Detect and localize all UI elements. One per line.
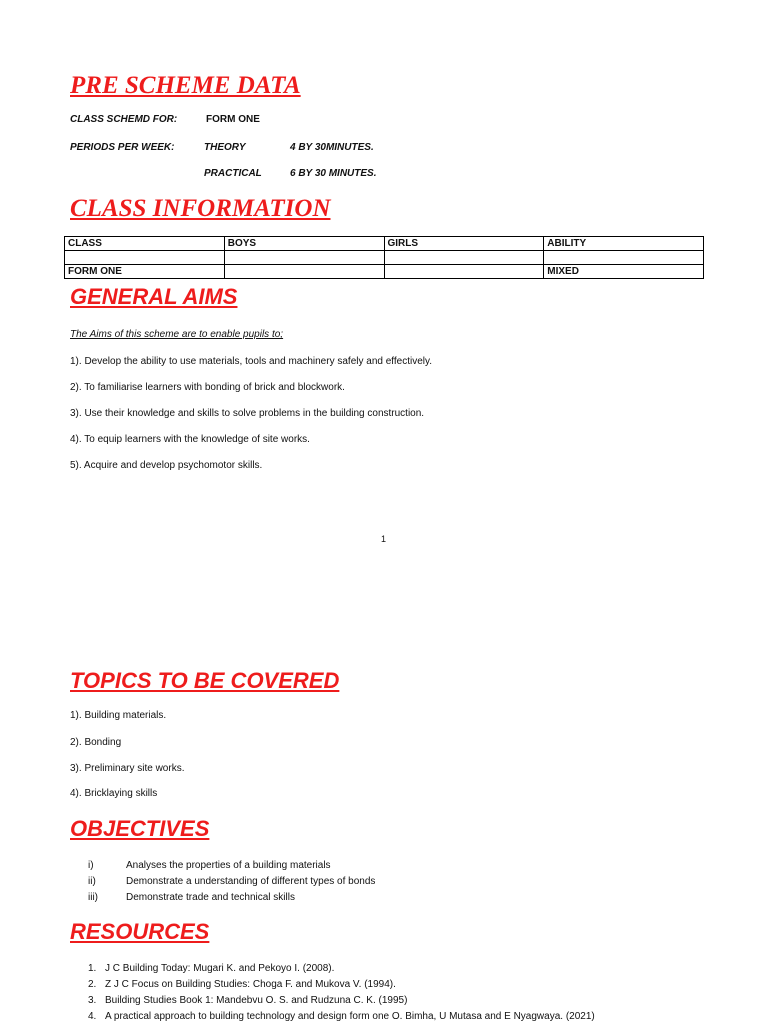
objective-marker: ii) bbox=[88, 876, 96, 887]
resource-item bbox=[88, 1011, 595, 1022]
table-cell bbox=[65, 251, 225, 265]
objective-marker: i) bbox=[88, 860, 94, 871]
objectives-heading: OBJECTIVES bbox=[70, 816, 210, 841]
aim-item: 1). Develop the ability to use materials, tools and machinery safely and effectively. bbox=[70, 356, 433, 367]
general-aims-heading: GENERAL AIMS bbox=[70, 284, 238, 309]
objective-item bbox=[88, 892, 295, 903]
practical-value: 6 BY 30 MINUTES. bbox=[290, 168, 377, 179]
table-row bbox=[65, 265, 704, 279]
resource-text: J C Building Today: Mugari K. and Pekoyo I. (2008). bbox=[105, 963, 335, 974]
class-scheme-label: CLASS SCHEMD FOR: bbox=[70, 114, 178, 125]
objective-text: Demonstrate trade and technical skills bbox=[126, 892, 295, 903]
topic-item: 3). Preliminary site works. bbox=[70, 763, 185, 774]
table-header-row bbox=[65, 237, 704, 251]
resource-item bbox=[88, 995, 407, 1006]
page-number: 1 bbox=[381, 534, 387, 544]
aim-item: 2). To familiarise learners with bonding of brick and blockwork. bbox=[70, 382, 345, 393]
resource-marker: 1. bbox=[88, 963, 97, 974]
resource-marker: 3. bbox=[88, 995, 97, 1006]
topic-item: 1). Building materials. bbox=[70, 710, 167, 721]
practical-label: PRACTICAL bbox=[204, 168, 262, 179]
pre-scheme-heading: PRE SCHEME DATA bbox=[70, 72, 301, 99]
table-row bbox=[65, 251, 704, 265]
objective-text: Analyses the properties of a building materials bbox=[126, 860, 331, 871]
resource-marker: 4. bbox=[88, 1011, 97, 1022]
objective-text: Demonstrate a understanding of different types of bonds bbox=[126, 876, 376, 887]
resource-item bbox=[88, 979, 396, 990]
table-cell bbox=[224, 251, 384, 265]
resource-text: A practical approach to building technology and design form one O. Bimha, U Mutasa and E Nyagwaya. (2021) bbox=[105, 1011, 595, 1022]
table-cell bbox=[224, 265, 384, 279]
table-cell bbox=[384, 251, 544, 265]
aim-item: 3). Use their knowledge and skills to solve problems in the building construction. bbox=[70, 408, 425, 419]
table-cell: FORM ONE bbox=[65, 265, 225, 279]
topic-item: 2). Bonding bbox=[70, 737, 122, 748]
theory-label: THEORY bbox=[204, 142, 246, 153]
topic-item: 4). Bricklaying skills bbox=[70, 788, 158, 799]
aims-intro: The Aims of this scheme are to enable pupils to; bbox=[70, 329, 284, 340]
objective-item bbox=[88, 876, 375, 887]
aim-item: 4). To equip learners with the knowledge of site works. bbox=[70, 434, 310, 445]
table-header-cell: CLASS bbox=[65, 237, 225, 251]
resource-text: Building Studies Book 1: Mandebvu O. S. and Rudzuna C. K. (1995) bbox=[105, 995, 408, 1006]
class-information-heading: CLASS INFORMATION bbox=[70, 195, 331, 222]
aim-item: 5). Acquire and develop psychomotor skills. bbox=[70, 460, 263, 471]
objective-marker: iii) bbox=[88, 892, 98, 903]
periods-label: PERIODS PER WEEK: bbox=[70, 142, 175, 153]
objective-item bbox=[88, 860, 331, 871]
table-header-cell: BOYS bbox=[224, 237, 384, 251]
table-header-cell: ABILITY bbox=[544, 237, 704, 251]
resources-heading: RESOURCES bbox=[70, 919, 210, 944]
table-header-cell: GIRLS bbox=[384, 237, 544, 251]
resource-marker: 2. bbox=[88, 979, 97, 990]
table-cell bbox=[384, 265, 544, 279]
theory-value: 4 BY 30MINUTES. bbox=[290, 142, 374, 153]
resource-item bbox=[88, 963, 334, 974]
topics-heading: TOPICS TO BE COVERED bbox=[70, 668, 340, 693]
class-scheme-value: FORM ONE bbox=[206, 114, 260, 125]
table-cell bbox=[544, 251, 704, 265]
table-cell: MIXED bbox=[544, 265, 704, 279]
resource-text: Z J C Focus on Building Studies: Choga F. and Mukova V. (1994). bbox=[105, 979, 396, 990]
class-information-table bbox=[64, 236, 704, 279]
